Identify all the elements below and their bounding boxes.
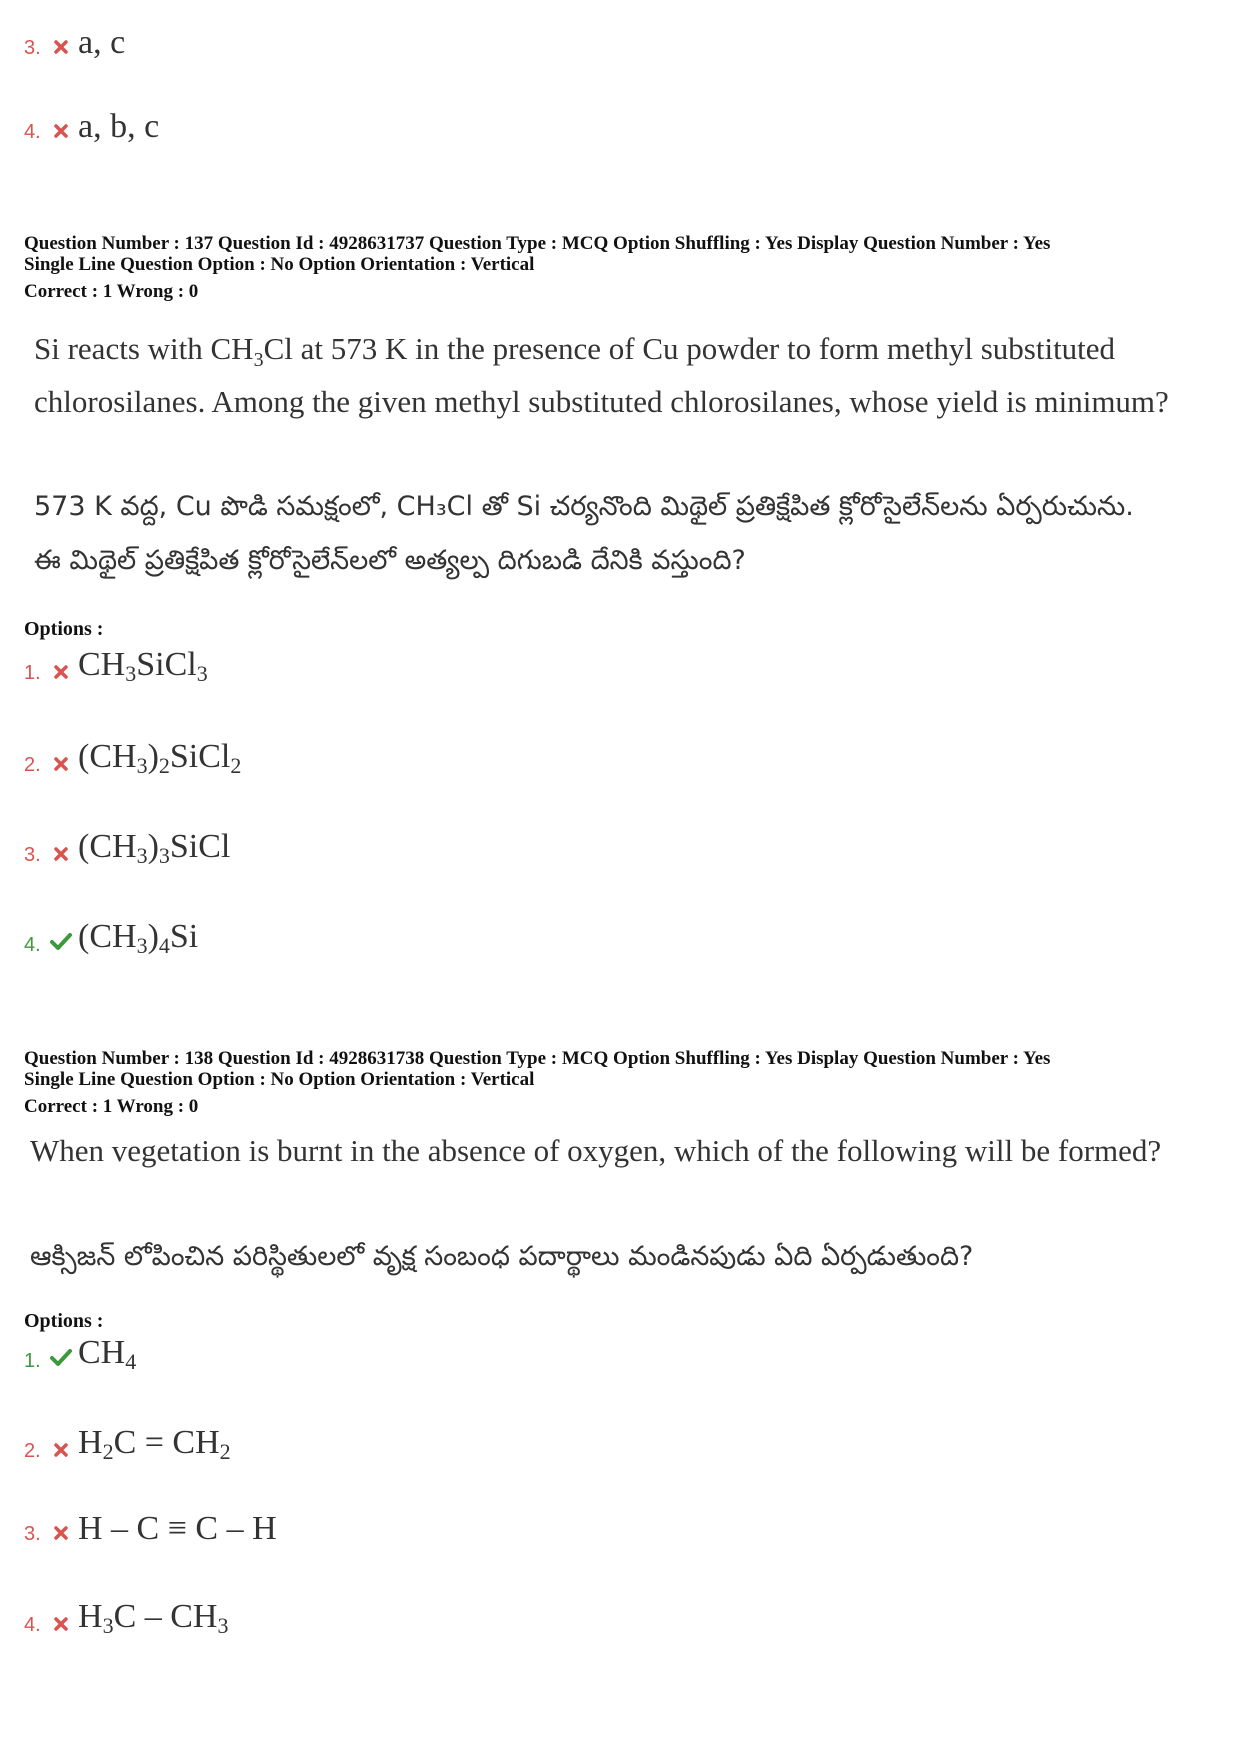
subscript: 3 bbox=[253, 349, 264, 372]
score-line: Correct : 1 Wrong : 0 bbox=[24, 1096, 199, 1117]
option-text: $CH_4$ bbox=[78, 1334, 137, 1374]
option-number: 4. bbox=[24, 1614, 41, 1636]
option-number: 4. bbox=[24, 934, 41, 956]
question-text: chlorosilanes. Among the given methyl substituted chlorosilanes, whose yield is minimum? bbox=[34, 384, 1169, 420]
question-text-english bbox=[34, 328, 1214, 422]
option-row bbox=[24, 830, 230, 867]
meta-line: Question Number : 138 Question Id : 4928631738 Question Type : MCQ Option Shuffling : Yes Display Question Number : Yes bbox=[24, 1048, 1051, 1069]
option-text: $(CH_3)_3SiCl$ bbox=[78, 828, 231, 868]
option-row bbox=[24, 1600, 228, 1637]
option-number: 1. bbox=[24, 1350, 41, 1372]
option-text: a, b, c bbox=[78, 108, 160, 145]
cross-icon bbox=[44, 40, 78, 54]
option-text: $(CH_3)_2SiCl_2$ bbox=[78, 738, 242, 778]
option-row bbox=[24, 26, 125, 60]
question-text-english: When vegetation is burnt in the absence of oxygen, which of the following will be formed? bbox=[30, 1133, 1162, 1168]
option-number: 4. bbox=[24, 121, 41, 143]
option-row bbox=[24, 1512, 277, 1546]
option-text: $H_2C = CH_2$ bbox=[78, 1424, 231, 1464]
cross-icon bbox=[44, 665, 78, 679]
option-number: 3. bbox=[24, 1523, 41, 1545]
option-row bbox=[24, 740, 241, 777]
meta-line: Question Number : 137 Question Id : 4928631737 Question Type : MCQ Option Shuffling : Yes Display Question Number : Yes bbox=[24, 233, 1051, 254]
option-number: 2. bbox=[24, 1440, 41, 1462]
cross-icon bbox=[44, 847, 78, 861]
option-row bbox=[24, 920, 198, 957]
cross-icon bbox=[44, 757, 78, 771]
check-icon bbox=[44, 1347, 78, 1367]
question-text: Si reacts with CH bbox=[34, 331, 254, 366]
question-text-telugu: ఆక్సిజన్ లోపించిన పరిస్థితులలో వృక్ష సంబంధ పదార్థాలు మండినపుడు ఏది ఏర్పడుతుంది? bbox=[30, 1241, 974, 1272]
option-row bbox=[24, 648, 208, 685]
score-line: Correct : 1 Wrong : 0 bbox=[24, 281, 199, 302]
meta-line: Single Line Question Option : No Option Orientation : Vertical bbox=[24, 1069, 535, 1090]
option-number: 3. bbox=[24, 37, 41, 59]
options-label: Options : bbox=[24, 1310, 104, 1332]
cross-icon bbox=[44, 1617, 78, 1631]
question-text: ఈ మిథైల్ ప్రతిక్షేపిత క్లోరోసైలేన్‌లలో అత్యల్ప దిగుబడి దేనికి వస్తుంది? bbox=[34, 545, 746, 576]
cross-icon bbox=[44, 1526, 78, 1540]
option-number: 2. bbox=[24, 754, 41, 776]
question-text-telugu bbox=[34, 480, 1224, 588]
option-text: H – C ≡ C – H bbox=[78, 1510, 277, 1547]
cross-icon bbox=[44, 124, 78, 138]
check-icon bbox=[44, 931, 78, 951]
option-text: $CH_3SiCl_3$ bbox=[78, 646, 208, 686]
question-text: Cl at 573 K in the presence of Cu powder to form methyl substituted bbox=[263, 331, 1116, 366]
question-text: 573 K వద్ద, Cu పొడి సమక్షంలో, CH₃Cl తో Si చర్యనొంది మిథైల్ ప్రతిక్షేపిత క్లోరోసైలేన్‌లను ఏర్పరుచును. bbox=[34, 491, 1134, 522]
option-number: 3. bbox=[24, 844, 41, 866]
option-row bbox=[24, 110, 159, 144]
option-text: $(CH_3)_4Si$ bbox=[78, 918, 199, 958]
meta-line: Single Line Question Option : No Option Orientation : Vertical bbox=[24, 254, 535, 275]
option-number: 1. bbox=[24, 662, 41, 684]
question-meta bbox=[24, 233, 1050, 302]
option-text: $H_3C - CH_3$ bbox=[78, 1598, 229, 1638]
option-row bbox=[24, 1426, 231, 1463]
cross-icon bbox=[44, 1443, 78, 1457]
options-label: Options : bbox=[24, 618, 104, 640]
option-text: a, c bbox=[78, 24, 126, 61]
question-meta bbox=[24, 1048, 1050, 1117]
option-row bbox=[24, 1336, 136, 1373]
